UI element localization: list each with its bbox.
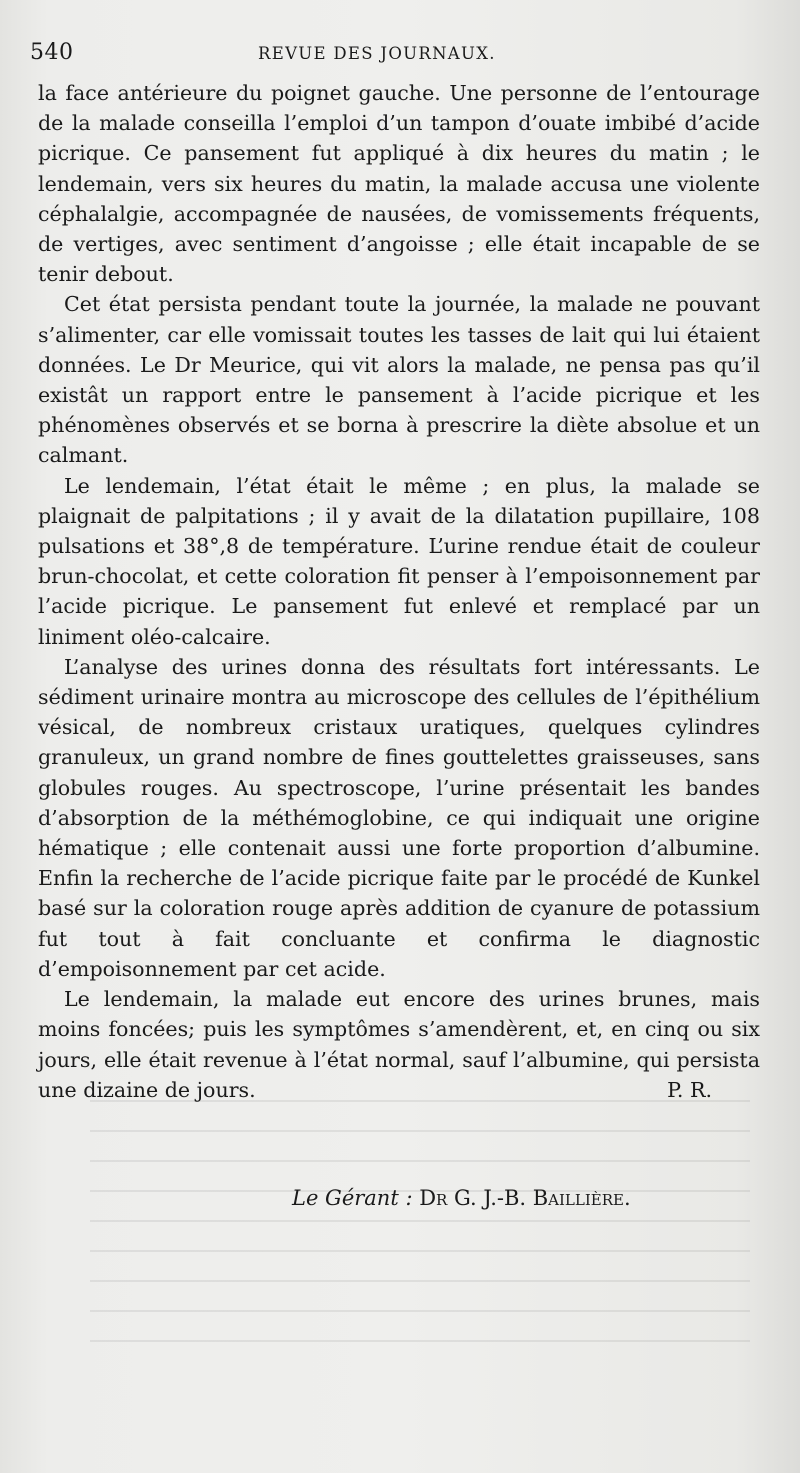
page-number: 540	[30, 40, 74, 65]
paragraph-2: Cet état persista pendant toute la journée, la malade ne pouvant s’alimenter, car elle vomissait toutes les tasses de lait qui lui étaient données. Le Dr Meurice, qui vit alors la malade, ne pensa pas qu’il existât un rapport entre le pansement à l’acide picrique et les phénomènes observés et se borna à prescrire la diète absolue et un calmant.	[38, 292, 760, 468]
author-signature: P. R.	[667, 1077, 712, 1102]
paragraph-1: la face antérieure du poignet gauche. Une personne de l’entourage de la malade conseilla l’emploi d’un tampon d’ouate imbibé d’acide picrique. Ce pansement fut appliqué à dix heures du matin ; le lendemain, vers six heures du matin, la malade accusa une violente céphalalgie, accompagnée de nausées, de vomissements fréquents, de vertiges, avec sentiment d’angoisse ; elle était incapable de se tenir debout.	[38, 81, 760, 287]
paragraph-5-text: Le lendemain, la malade eut encore des urines brunes, mais moins foncées; puis les symptômes s’amendèrent, et, en cinq ou six jours, elle était revenue à l’état normal, sauf l’albumine, qui persista une dizaine de jours.	[38, 987, 760, 1102]
article-body	[38, 78, 760, 1105]
paragraph-4: L’analyse des urines donna des résultats fort intéressants. Le sédiment urinaire montra au microscope des cellules de l’épithélium vésical, de nombreux cristaux uratiques, quelques cylindres granuleux, un grand nombre de fines gouttelettes graisseuses, sans globules rouges. Au spectroscope, l’urine présentait les bandes d’absorption de la méthémoglobine, ce qui indiquait une origine hématique ; elle contenait aussi une forte proportion d’albumine. Enfin la recherche de l’acide picrique faite par le procédé de Kunkel basé sur la coloration rouge après addition de cyanure de potassium fut tout à fait concluante et confirma le diagnostic d’empoisonnement par cet acide.	[38, 654, 760, 981]
gerant-name: Dr G. J.-B. Baillière.	[419, 1186, 631, 1210]
gerant-line	[292, 1186, 631, 1210]
show-through-shadow	[90, 1100, 750, 1360]
paragraph-3: Le lendemain, l’état était le même ; en plus, la malade se plaignait de palpitations ; il y avait de la dilatation pupillaire, 108 pulsations et 38°,8 de température. L’urine rendue était de couleur brun-chocolat, et cette coloration fit penser à l’empoisonnement par l’acide picrique. Le pansement fut enlevé et remplacé par un liniment oléo-calcaire.	[38, 473, 760, 649]
gerant-label: Le Gérant :	[292, 1186, 413, 1210]
journal-title: REVUE DES JOURNAUX.	[258, 44, 496, 63]
paragraph-5	[38, 984, 760, 1105]
running-head	[30, 40, 760, 70]
